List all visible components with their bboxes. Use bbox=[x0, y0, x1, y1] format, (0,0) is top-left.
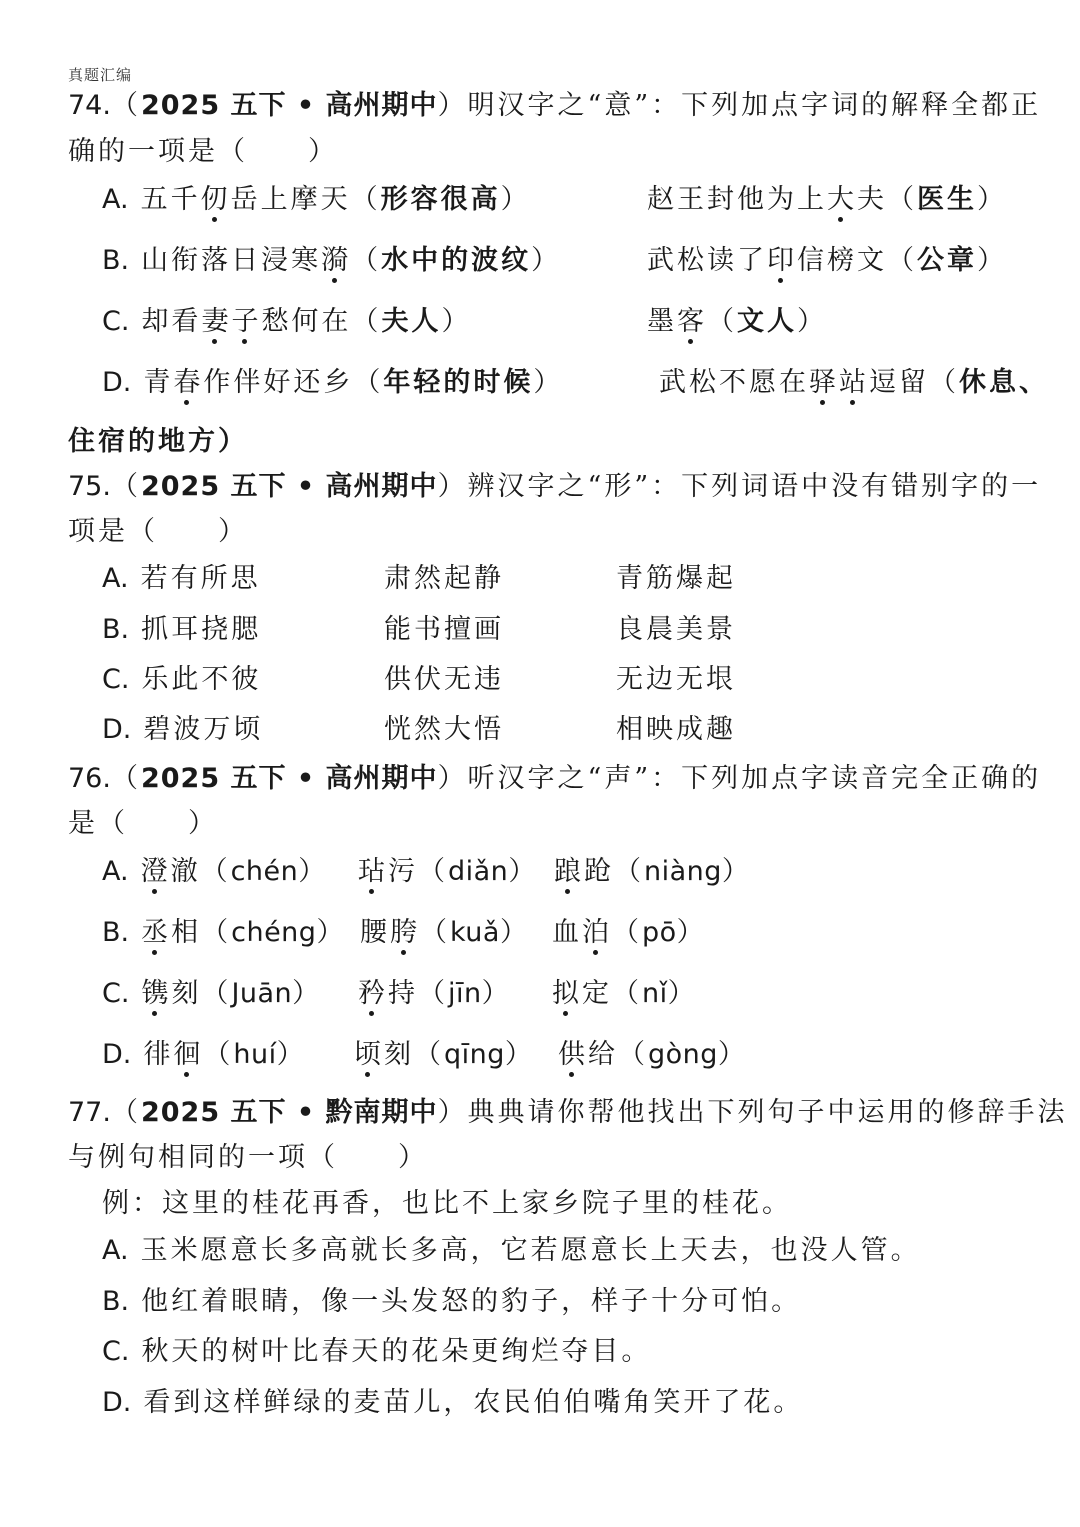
text-segment: ） bbox=[977, 184, 1007, 215]
text-segment: 血 bbox=[552, 917, 582, 948]
text-segment: ） bbox=[977, 245, 1007, 276]
text-segment: jīn bbox=[448, 978, 482, 1009]
text-segment: 医生 bbox=[917, 184, 977, 215]
option-label: A. bbox=[102, 1235, 129, 1266]
q74-d-right bbox=[659, 369, 1049, 396]
text-segment: 定（ bbox=[582, 978, 642, 1009]
text-segment: （ bbox=[203, 1039, 234, 1070]
q74-a-right bbox=[647, 186, 1007, 213]
text-segment: ） bbox=[717, 1039, 748, 1070]
q77-c-text: 秋天的树叶比春天的花朵更绚烂夺目。 bbox=[141, 1336, 652, 1367]
text-segment: 徘 bbox=[143, 1039, 174, 1070]
q76-d-item1 bbox=[143, 1039, 306, 1070]
text-segment: （ bbox=[707, 306, 737, 337]
text-segment: 文人 bbox=[737, 306, 797, 337]
text-segment: 持（ bbox=[388, 978, 448, 1009]
text-segment: （ bbox=[110, 763, 141, 794]
q75-b-word3: 良晨美景 bbox=[616, 614, 736, 645]
q75-c-word3: 无边无垠 bbox=[616, 664, 736, 695]
q75-b-word2: 能书擅画 bbox=[384, 614, 504, 645]
text-segment: 75. bbox=[68, 471, 111, 502]
text-segment: （ bbox=[612, 917, 642, 948]
q76-d-item2 bbox=[354, 1041, 535, 1068]
q74-stem-line2 bbox=[68, 138, 338, 165]
text-segment: ） bbox=[441, 306, 472, 337]
option-label: B. bbox=[102, 245, 130, 276]
text-segment: 岳上摩天（ bbox=[230, 184, 381, 215]
q76-stem-line1 bbox=[68, 765, 1041, 792]
q74-c-left bbox=[141, 306, 471, 337]
text-segment: 山衔落日浸寒 bbox=[141, 245, 322, 276]
q76-c-item3 bbox=[552, 980, 698, 1007]
q75-d-word1: 碧波万顷 bbox=[143, 714, 264, 745]
q76-c-item2 bbox=[358, 980, 512, 1007]
text-segment: diǎn bbox=[448, 856, 509, 887]
q77-stem-line2 bbox=[68, 1144, 428, 1171]
dotted-text: 印 bbox=[767, 245, 797, 276]
text-segment: ） bbox=[499, 917, 530, 948]
text-segment: ）典典请你帮他找出下列句子中运用的修辞手法 bbox=[437, 1097, 1068, 1128]
q75-option-d bbox=[102, 714, 736, 745]
text-segment: ） bbox=[676, 917, 707, 948]
text-segment: 刻（ bbox=[384, 1039, 444, 1070]
dotted-text: 澄 bbox=[140, 856, 171, 887]
text-segment: 74. bbox=[68, 90, 111, 121]
text-segment: ） bbox=[500, 184, 531, 215]
page-header: 真题汇编 bbox=[68, 66, 133, 84]
text-segment: niàng bbox=[644, 856, 722, 887]
text-segment: 2025 五下 • 高州期中 bbox=[140, 90, 438, 121]
text-segment: ） bbox=[667, 978, 698, 1009]
text-segment: ） bbox=[316, 917, 347, 948]
q75-a-word1: 若有所思 bbox=[140, 563, 261, 594]
q77-a-text: 玉米愿意长多高就长多高，它若愿意长上天去，也没人管。 bbox=[140, 1235, 921, 1266]
dotted-text: 供 bbox=[558, 1039, 588, 1070]
text-segment: 是（ ） bbox=[68, 808, 218, 839]
text-segment: 夫（ bbox=[857, 184, 917, 215]
text-segment: 77. bbox=[68, 1097, 111, 1128]
option-label: B. bbox=[102, 614, 130, 645]
option-label: C. bbox=[102, 1336, 130, 1367]
dotted-text: 胯 bbox=[390, 917, 420, 948]
dotted-text: 春 bbox=[173, 367, 204, 398]
text-segment: ）辨汉字之“形”：下列词语中没有错别字的一 bbox=[437, 471, 1042, 502]
text-segment: （ bbox=[351, 245, 382, 276]
dotted-text: 驿站 bbox=[809, 367, 869, 398]
q77-d-text: 看到这样鲜绿的麦苗儿，农民伯伯嘴角笑开了花。 bbox=[143, 1387, 804, 1418]
text-segment: 五千 bbox=[140, 184, 201, 215]
q76-option-a bbox=[102, 856, 752, 887]
q74-option-d-continued bbox=[68, 428, 248, 455]
text-segment: 污（ bbox=[388, 856, 448, 887]
option-label: C. bbox=[102, 306, 130, 337]
text-segment: 赵王封他为上 bbox=[647, 184, 827, 215]
text-segment: （ bbox=[110, 1097, 141, 1128]
text-segment: 公章 bbox=[917, 245, 977, 276]
text-segment: 愁何在（ bbox=[261, 306, 382, 337]
q74-a-left bbox=[141, 184, 531, 215]
text-segment: 项是（ ） bbox=[68, 516, 248, 547]
text-segment: （ bbox=[420, 917, 450, 948]
q77-option-a bbox=[102, 1237, 921, 1264]
text-segment: 与例句相同的一项（ ） bbox=[68, 1142, 428, 1173]
q77-option-c bbox=[102, 1338, 651, 1365]
text-segment: chéng bbox=[231, 917, 317, 948]
q76-a-item2 bbox=[358, 858, 538, 885]
q76-option-b bbox=[102, 917, 707, 948]
text-segment: 形容很高 bbox=[380, 184, 501, 215]
q75-stem-line1 bbox=[68, 473, 1041, 500]
dotted-text: 丞 bbox=[141, 917, 172, 948]
q74-option-c bbox=[102, 306, 827, 337]
dotted-text: 镌 bbox=[141, 978, 172, 1009]
q76-c-item1 bbox=[141, 978, 322, 1009]
text-segment: ） bbox=[504, 1039, 535, 1070]
option-label: D. bbox=[102, 714, 132, 745]
q74-b-left bbox=[141, 245, 561, 276]
dotted-text: 泊 bbox=[582, 917, 612, 948]
q75-b-word1: 抓耳挠腮 bbox=[141, 614, 262, 645]
q75-option-c bbox=[102, 664, 736, 695]
text-segment: pō bbox=[642, 917, 677, 948]
text-segment: 2025 五下 • 高州期中 bbox=[140, 763, 438, 794]
q77-option-d bbox=[102, 1389, 803, 1416]
q76-b-item3 bbox=[552, 919, 707, 946]
text-segment: gòng bbox=[648, 1039, 718, 1070]
text-segment: 给（ bbox=[588, 1039, 648, 1070]
text-segment: 逗留（ bbox=[869, 367, 959, 398]
q74-d-left bbox=[143, 367, 563, 398]
q75-d-word2: 恍然大悟 bbox=[384, 714, 504, 745]
q75-a-word3: 青筋爆起 bbox=[616, 563, 736, 594]
text-segment: ） bbox=[292, 978, 323, 1009]
q74-option-b bbox=[102, 245, 1007, 276]
q74-b-right bbox=[647, 247, 1007, 274]
q75-d-word3: 相映成趣 bbox=[616, 714, 736, 745]
option-label: B. bbox=[102, 1286, 130, 1317]
text-segment: 相（ bbox=[171, 917, 232, 948]
text-segment: qīng bbox=[444, 1039, 505, 1070]
q76-b-item1 bbox=[141, 917, 346, 948]
q76-a-item3 bbox=[554, 858, 752, 885]
q75-c-word1: 乐此不彼 bbox=[141, 664, 262, 695]
text-segment: 例：这里的桂花再香，也比不上家乡院子里的桂花。 bbox=[102, 1188, 792, 1219]
dotted-text: 踉 bbox=[554, 856, 584, 887]
dotted-text: 徊 bbox=[173, 1039, 204, 1070]
q77-example bbox=[102, 1190, 792, 1217]
dotted-text: 大 bbox=[827, 184, 857, 215]
text-segment: 夫人 bbox=[381, 306, 442, 337]
text-segment: huí bbox=[233, 1039, 277, 1070]
q74-stem-line1 bbox=[68, 92, 1041, 119]
q76-d-item3 bbox=[558, 1041, 748, 1068]
q75-c-word2: 供伏无违 bbox=[384, 664, 504, 695]
option-label: A. bbox=[102, 856, 129, 887]
text-segment: 休息、 bbox=[959, 367, 1049, 398]
q77-option-b bbox=[102, 1288, 801, 1315]
dotted-text: 拟 bbox=[552, 978, 582, 1009]
text-segment: 澈（ bbox=[170, 856, 231, 887]
text-segment: 76. bbox=[68, 763, 111, 794]
q75-a-word2: 肃然起静 bbox=[384, 563, 504, 594]
dotted-text: 仞 bbox=[200, 184, 231, 215]
q76-b-item2 bbox=[360, 919, 530, 946]
text-segment: ）明汉字之“意”：下列加点字词的解释全都正 bbox=[437, 90, 1042, 121]
q75-option-a bbox=[102, 563, 736, 594]
q76-a-item1 bbox=[141, 856, 329, 887]
text-segment: ） bbox=[276, 1039, 307, 1070]
option-label: D. bbox=[102, 1387, 132, 1418]
text-segment: kuǎ bbox=[450, 917, 500, 948]
text-segment: ） bbox=[721, 856, 752, 887]
q77-stem-line1 bbox=[68, 1099, 1068, 1126]
text-segment: 年轻的时候 bbox=[383, 367, 534, 398]
q75-stem-line2 bbox=[68, 518, 248, 545]
option-label: D. bbox=[102, 367, 132, 398]
text-segment: chén bbox=[230, 856, 299, 887]
dotted-text: 玷 bbox=[358, 856, 388, 887]
text-segment: 武松读了 bbox=[647, 245, 767, 276]
text-segment: 作伴好还乡（ bbox=[203, 367, 384, 398]
q74-c-right bbox=[647, 308, 827, 335]
text-segment: ） bbox=[218, 426, 248, 457]
text-segment: ） bbox=[797, 306, 827, 337]
text-segment: ） bbox=[531, 245, 562, 276]
text-segment: 跄（ bbox=[584, 856, 644, 887]
q76-option-c bbox=[102, 978, 698, 1009]
text-segment: 墨 bbox=[647, 306, 677, 337]
q76-option-d bbox=[102, 1039, 748, 1070]
text-segment: （ bbox=[110, 471, 141, 502]
option-label: A. bbox=[102, 563, 129, 594]
q76-stem-line2 bbox=[68, 810, 218, 837]
text-segment: 却看 bbox=[141, 306, 202, 337]
dotted-text: 漪 bbox=[321, 245, 352, 276]
option-label: A. bbox=[102, 184, 129, 215]
text-segment: 腰 bbox=[360, 917, 390, 948]
text-segment: Juān bbox=[231, 978, 293, 1009]
text-segment: 2025 五下 • 黔南期中 bbox=[140, 1097, 438, 1128]
dotted-text: 妻子 bbox=[201, 306, 262, 337]
text-segment: 水中的波纹 bbox=[381, 245, 532, 276]
dotted-text: 顷 bbox=[354, 1039, 384, 1070]
text-segment: ） bbox=[533, 367, 564, 398]
q77-b-text: 他红着眼睛，像一头发怒的豹子，样子十分可怕。 bbox=[141, 1286, 802, 1317]
dotted-text: 客 bbox=[677, 306, 707, 337]
option-label: C. bbox=[102, 664, 130, 695]
text-segment: 刻（ bbox=[171, 978, 232, 1009]
text-segment: ） bbox=[481, 978, 512, 1009]
text-segment: 武松不愿在 bbox=[659, 367, 809, 398]
text-segment: 2025 五下 • 高州期中 bbox=[140, 471, 438, 502]
option-label: B. bbox=[102, 917, 130, 948]
option-label: C. bbox=[102, 978, 130, 1009]
text-segment: nǐ bbox=[642, 978, 668, 1009]
text-segment: ） bbox=[508, 856, 539, 887]
option-label: D. bbox=[102, 1039, 132, 1070]
text-segment: 信榜文（ bbox=[797, 245, 917, 276]
q75-option-b bbox=[102, 614, 736, 645]
text-segment: 住宿的地方 bbox=[68, 426, 218, 457]
text-segment: 青 bbox=[143, 367, 174, 398]
q74-option-d bbox=[102, 367, 1049, 398]
text-segment: （ bbox=[110, 90, 141, 121]
text-segment: ） bbox=[298, 856, 329, 887]
dotted-text: 矜 bbox=[358, 978, 388, 1009]
text-segment: 确的一项是（ ） bbox=[68, 136, 338, 167]
text-segment: ）听汉字之“声”：下列加点字读音完全正确的 bbox=[437, 763, 1042, 794]
q74-option-a bbox=[102, 184, 1007, 215]
